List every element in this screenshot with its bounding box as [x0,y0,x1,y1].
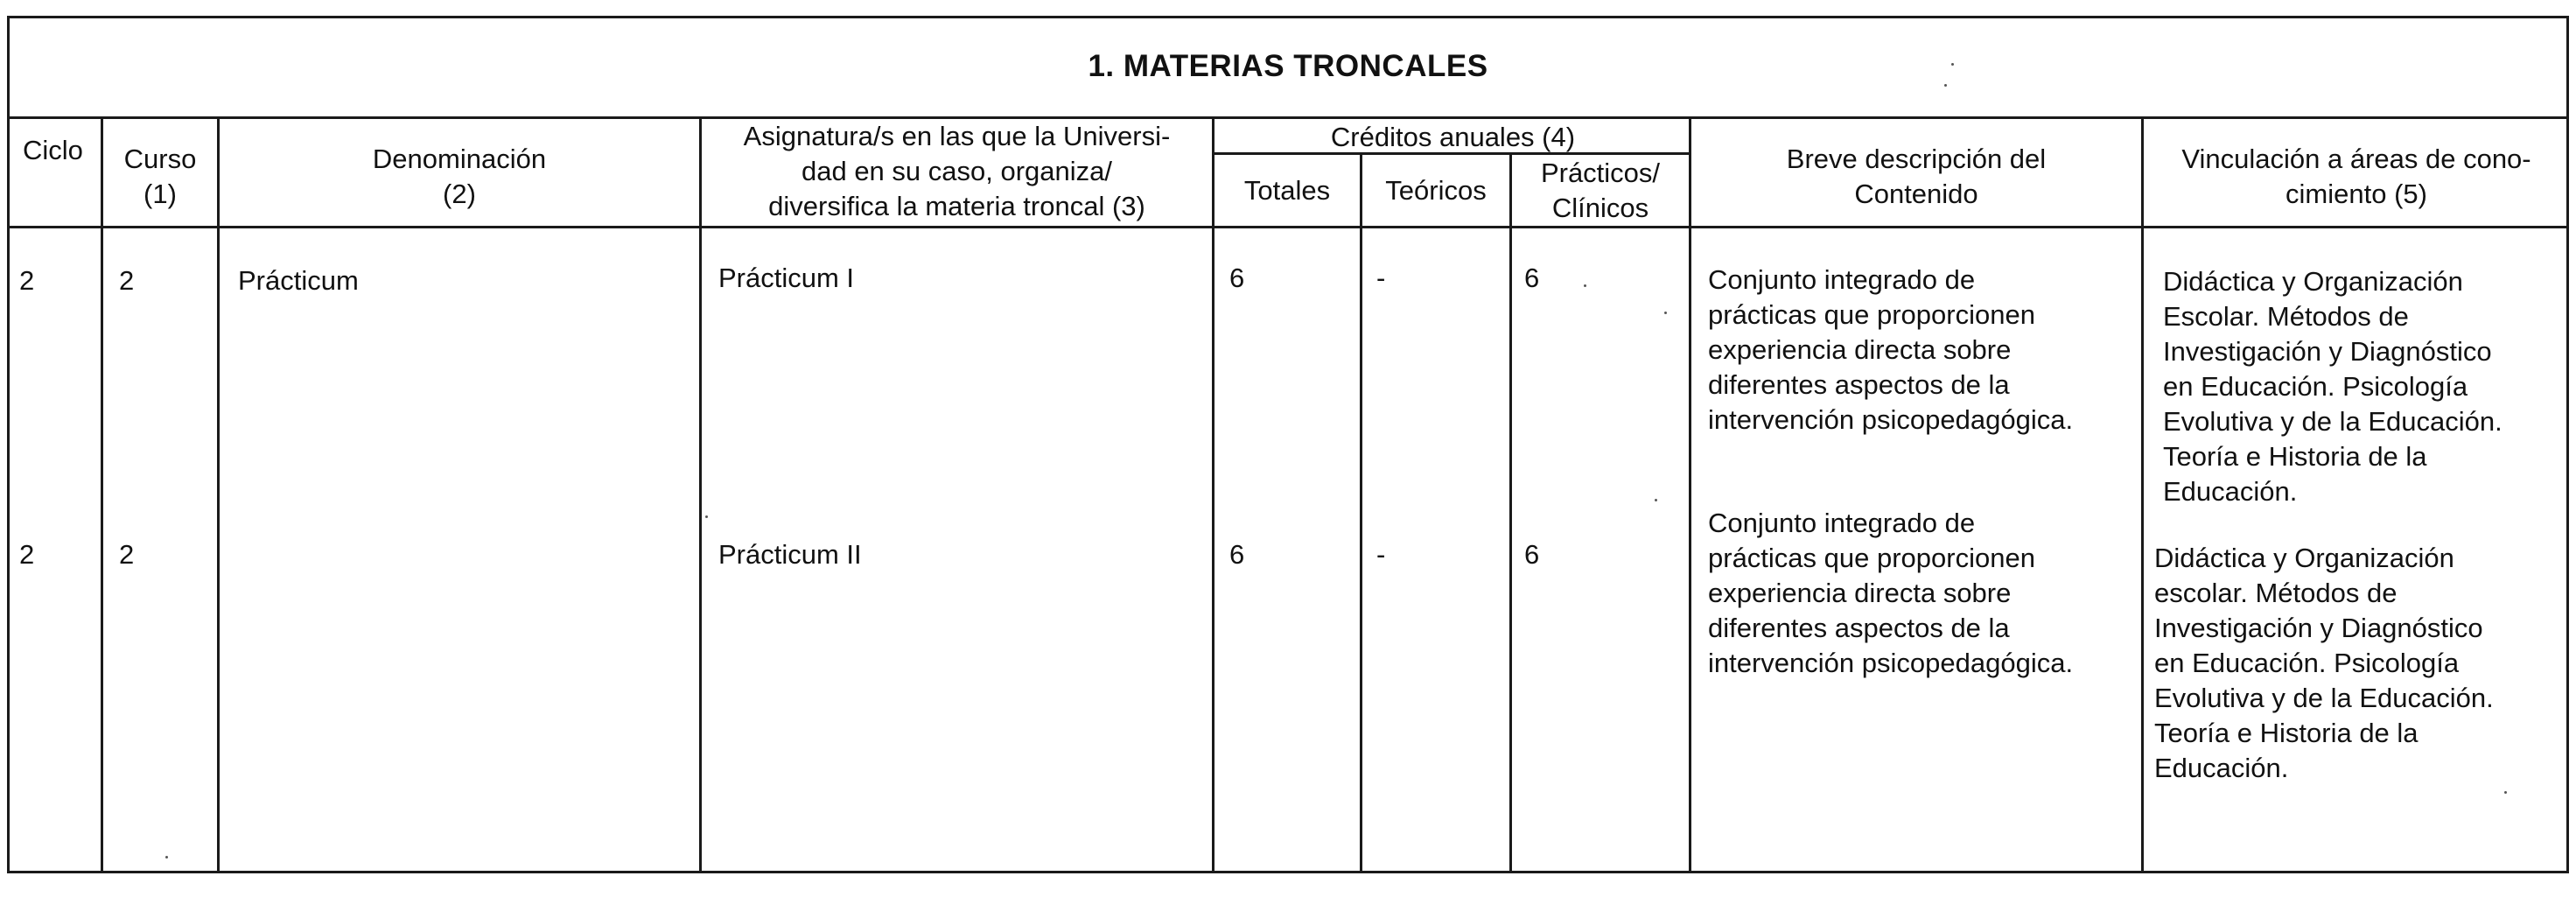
header-curso-line2: (1) [144,179,177,209]
row1-vinculacion-line2: Escolar. Métodos de [2163,301,2409,332]
row1-vinculacion-line1: Didáctica y Organización [2163,266,2463,297]
row2-asignatura: Prácticum II [718,539,862,570]
col-divider-3 [699,116,702,873]
row2-practicos: 6 [1524,539,1540,570]
row2-vinculacion-line5: Evolutiva y de la Educación. [2154,683,2494,713]
row1-curso: 2 [119,265,135,296]
row2-vinculacion-line2: escolar. Métodos de [2154,578,2398,608]
header-asignatura-line2: dad en su caso, organiza/ [801,156,1113,186]
row1-denominacion: Prácticum [238,265,359,296]
header-practicos-line2: Clínicos [1551,193,1649,223]
row1-ciclo: 2 [19,265,35,296]
header-creditos: Créditos anuales (4) [1330,122,1576,152]
row2-descripcion-line2: prácticas que proporcionen [1708,543,2035,573]
row2-descripcion-line3: experiencia directa sobre [1708,578,2012,608]
header-vinculacion-line1: Vinculación a áreas de cono- [2181,144,2531,174]
row1-descripcion-line4: diferentes aspectos de la [1708,369,2010,400]
header-teoricos: Teóricos [1385,175,1487,206]
col-divider-7 [1689,116,1691,873]
scan-speck [1584,284,1586,287]
header-descripcion-line2: Contenido [1854,179,1978,209]
row1-descripcion-line2: prácticas que proporcionen [1708,299,2035,330]
header-asignatura-line3: diversifica la materia troncal (3) [768,191,1145,221]
header-descripcion-line1: Breve descripción del [1786,144,2047,174]
header-practicos-line1: Prácticos/ [1540,158,1661,188]
row1-totales: 6 [1229,263,1245,293]
row2-totales: 6 [1229,539,1245,570]
scan-speck [2504,791,2507,794]
row1-teoricos: - [1376,263,1386,293]
row1-descripcion-line1: Conjunto integrado de [1708,264,1976,295]
title-divider [7,116,2569,119]
header-denominacion-line2: (2) [443,179,476,209]
scan-speck [165,856,168,858]
row1-asignatura: Prácticum I [718,263,855,293]
row1-descripcion-line3: experiencia directa sobre [1708,334,2012,365]
header-denominacion-line1: Denominación [372,144,547,174]
scan-speck [1951,63,1954,66]
row2-descripcion-line5: intervención psicopedagógica. [1708,648,2074,678]
row2-ciclo: 2 [19,539,35,570]
col-divider-6 [1509,152,1512,873]
header-ciclo: Ciclo [23,135,83,165]
row1-practicos: 6 [1524,263,1540,293]
row2-vinculacion-line7: Educación. [2154,753,2289,783]
table-title: 1. MATERIAS TRONCALES [1088,49,1488,83]
row1-vinculacion-line4: en Educación. Psicología [2163,371,2468,402]
row2-descripcion-line1: Conjunto integrado de [1708,508,1976,538]
row1-vinculacion-line3: Investigación y Diagnóstico [2163,336,2492,367]
col-divider-1 [101,116,103,873]
scan-speck [705,515,708,518]
col-divider-5 [1360,152,1362,873]
row2-descripcion-line4: diferentes aspectos de la [1708,613,2010,643]
row2-teoricos: - [1376,539,1386,570]
row2-vinculacion-line4: en Educación. Psicología [2154,648,2460,678]
row2-vinculacion-line1: Didáctica y Organización [2154,543,2454,573]
col-divider-4 [1212,116,1214,873]
scan-speck [1664,312,1667,314]
col-divider-2 [217,116,220,873]
row1-vinculacion-line5: Evolutiva y de la Educación. [2163,406,2502,437]
scan-speck [1655,499,1657,501]
row1-descripcion-line5: intervención psicopedagógica. [1708,404,2074,435]
header-asignatura-line1: Asignatura/s en las que la Universi- [743,121,1171,151]
row2-vinculacion-line6: Teoría e Historia de la [2154,718,2418,748]
row1-vinculacion-line7: Educación. [2163,476,2298,507]
row2-vinculacion-line3: Investigación y Diagnóstico [2154,613,2483,643]
header-divider [7,226,2569,228]
scan-speck [1944,84,1947,87]
row1-vinculacion-line6: Teoría e Historia de la [2163,441,2427,472]
header-curso-line1: Curso [123,144,197,174]
row2-curso: 2 [119,539,135,570]
header-totales: Totales [1243,175,1331,206]
header-vinculacion-line2: cimiento (5) [2286,179,2427,209]
col-divider-8 [2141,116,2144,873]
